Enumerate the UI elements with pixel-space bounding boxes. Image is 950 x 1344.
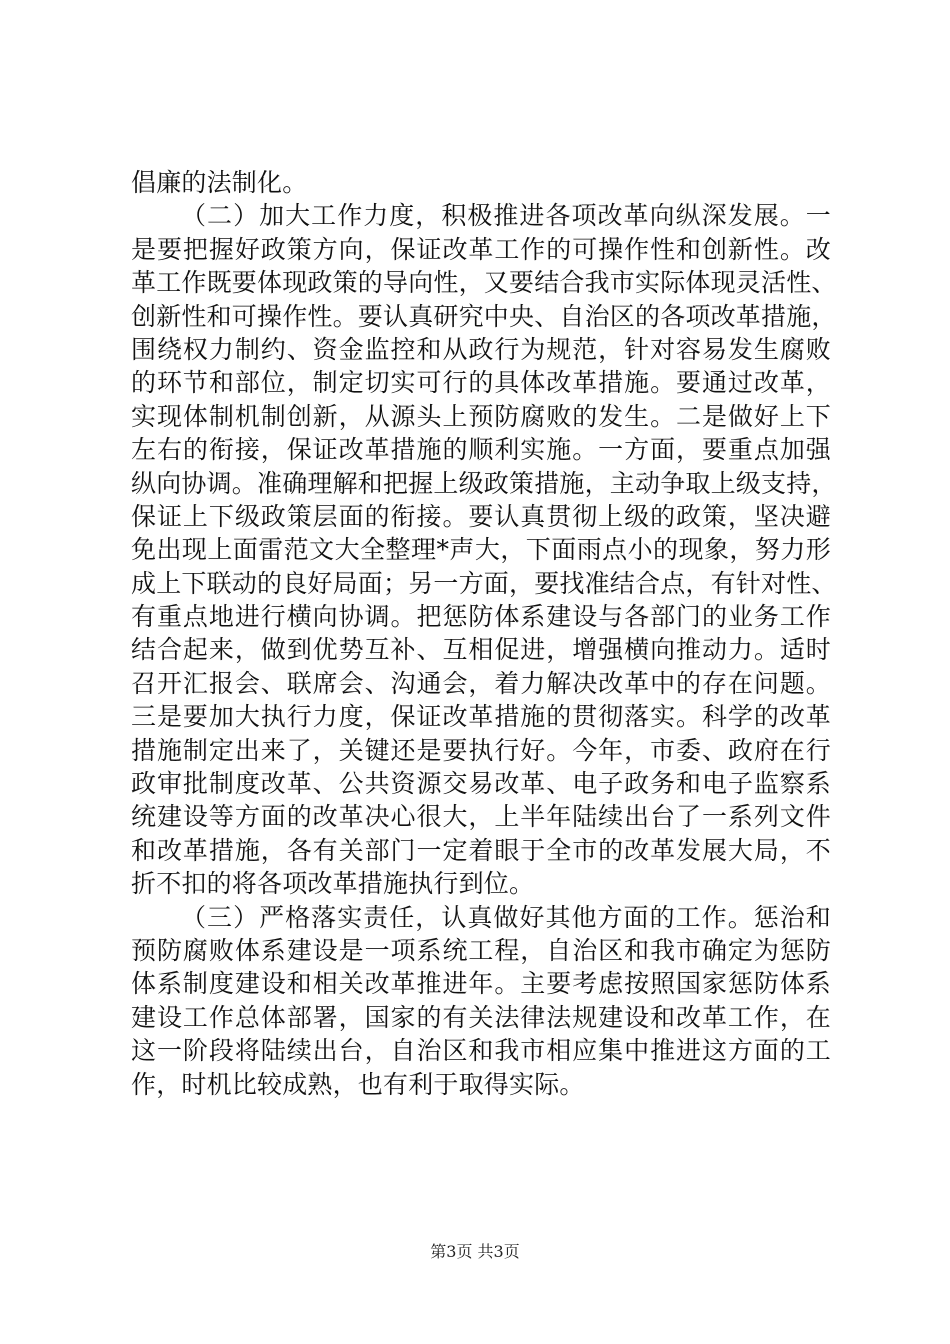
text-line: 革工作既要体现政策的导向性，又要结合我市实际体现灵活性、 <box>131 268 837 298</box>
text-line: 免出现上面雷范文大全整理*声大，下面雨点小的现象，努力形 <box>131 535 831 565</box>
text-line: 的环节和部位，制定切实可行的具体改革措施。要通过改革， <box>131 368 831 398</box>
text-line: 作，时机比较成熟，也有利于取得实际。 <box>131 1069 585 1099</box>
text-line: 折不扣的将各项改革措施执行到位。 <box>131 869 535 899</box>
text-line: 纵向协调。准确理解和把握上级政策措施，主动争取上级支持， <box>131 468 837 498</box>
text-line: 保证上下级政策层面的衔接。要认真贯彻上级的政策，坚决避 <box>131 501 831 531</box>
text-line: 和改革措施，各有关部门一定着眼于全市的改革发展大局，不 <box>131 835 831 865</box>
text-line: 政审批制度改革、公共资源交易改革、电子政务和电子监察系 <box>131 769 831 799</box>
text-line: 倡廉的法制化。 <box>131 168 308 197</box>
text-line: 体系制度建设和相关改革推进年。主要考虑按照国家惩防体系 <box>131 969 831 999</box>
text-line: 创新性和可操作性。要认真研究中央、自治区的各项改革措施， <box>131 301 837 331</box>
text-line: 有重点地进行横向协调。把惩防体系建设与各部门的业务工作 <box>131 602 831 632</box>
text-line: 预防腐败体系建设是一项系统工程，自治区和我市确定为惩防 <box>131 935 831 965</box>
text-line: 实现体制机制创新，从源头上预防腐败的发生。二是做好上下 <box>131 401 831 431</box>
text-line: （三）严格落实责任，认真做好其他方面的工作。惩治和 <box>181 902 831 932</box>
body-text <box>131 166 837 1101</box>
text-line: 围绕权力制约、资金监控和从政行为规范，针对容易发生腐败 <box>131 334 831 364</box>
text-line: 左右的衔接，保证改革措施的顺利实施。一方面，要重点加强 <box>131 435 831 465</box>
text-line: 措施制定出来了，关键还是要执行好。今年，市委、政府在行 <box>131 735 831 765</box>
text-line: 统建设等方面的改革决心很大，上半年陆续出台了一系列文件 <box>131 802 831 832</box>
text-line: 召开汇报会、联席会、沟通会，着力解决改革中的存在问题。 <box>131 668 831 698</box>
text-line: 建设工作总体部署，国家的有关法律法规建设和改革工作，在 <box>131 1002 831 1032</box>
text-line: 结合起来，做到优势互补、互相促进，增强横向推动力。适时 <box>131 635 831 665</box>
text-line: 这一阶段将陆续出台，自治区和我市相应集中推进这方面的工 <box>131 1036 831 1066</box>
text-line: （二）加大工作力度，积极推进各项改革向纵深发展。一 <box>181 201 831 231</box>
page-footer: 第3页 共3页 <box>430 1242 520 1261</box>
text-line: 成上下联动的良好局面；另一方面，要找准结合点，有针对性、 <box>131 568 837 598</box>
text-line: 是要把握好政策方向，保证改革工作的可操作性和创新性。改 <box>131 234 831 264</box>
text-line: 三是要加大执行力度，保证改革措施的贯彻落实。科学的改革 <box>131 702 831 732</box>
